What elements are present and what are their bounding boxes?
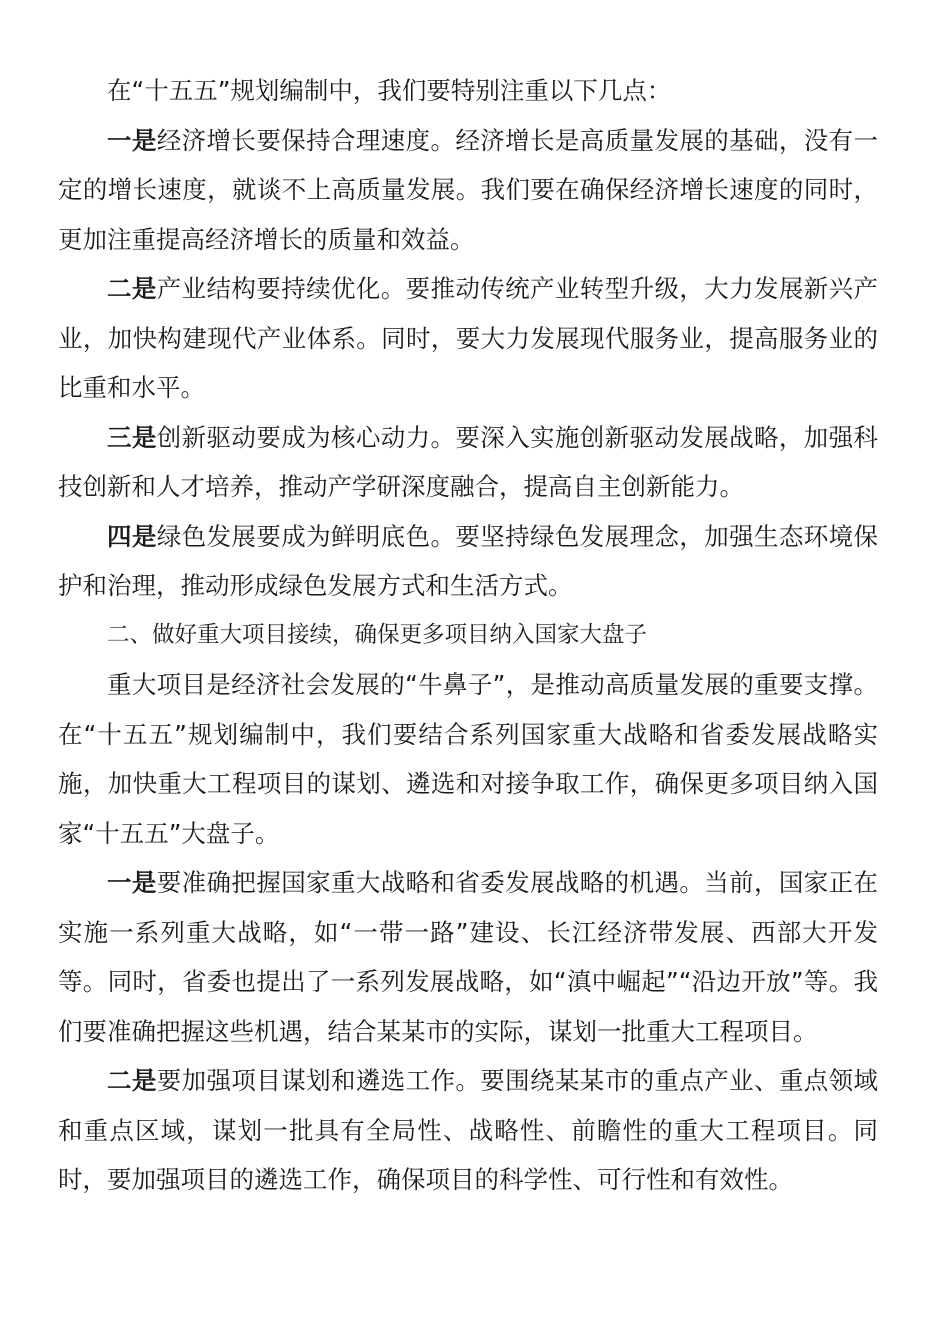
- point-2-paragraph: [58, 264, 878, 413]
- project-point-1-text: 要准确把握国家重大战略和省委发展战略的机遇。当前，国家正在实施一系列重大战略，如“一带一路”建设、长江经济带发展、西部大开发等。同时，省委也提出了一系列发展战略，如“滇中崛起”“沿边开放”等。我们要准确把握这些机遇，结合某某市的实际，谋划一批重大工程项目。: [58, 868, 879, 1046]
- project-point-2-text: 要加强项目谋划和遴选工作。要围绕某某市的重点产业、重点领域和重点区域，谋划一批具有全局性、战略性、前瞻性的重大工程项目。同时，要加强项目的遴选工作，确保项目的科学性、可行性和有效性。: [58, 1066, 879, 1194]
- project-point-2-lead: 二是: [107, 1066, 157, 1095]
- point-4-paragraph: [58, 512, 878, 611]
- section-2-intro-paragraph: 重大项目是经济社会发展的“牛鼻子”，是推动高质量发展的重要支撑。在“十五五”规划编制中，我们要结合系列国家重大战略和省委发展战略实施，加快重大工程项目的谋划、遴选和对接争取工作，确保更多项目纳入国家“十五五”大盘子。: [58, 670, 878, 848]
- point-3-lead: 三是: [107, 422, 157, 452]
- point-1-lead: 一是: [107, 125, 157, 155]
- section-2-heading: 二、做好重大项目接续，确保更多项目纳入国家大盘子: [107, 621, 648, 648]
- project-point-2-paragraph: [58, 1056, 878, 1205]
- point-2-text: 产业结构要持续优化。要推动传统产业转型升级，大力发展新兴产业，加快构建现代产业体系。同时，要大力发展现代服务业，提高服务业的比重和水平。: [58, 274, 879, 402]
- intro-paragraph: 在“十五五”规划编制中，我们要特别注重以下几点：: [107, 76, 672, 105]
- point-4-text: 绿色发展要成为鲜明底色。要坚持绿色发展理念，加强生态环境保护和治理，推动形成绿色发展方式和生活方式。: [58, 521, 879, 600]
- project-point-1-paragraph: [58, 858, 878, 1056]
- point-4-lead: 四是: [107, 521, 157, 551]
- point-1-paragraph: [58, 116, 878, 265]
- document-page: [58, 66, 878, 1205]
- point-2-lead: 二是: [107, 274, 157, 303]
- point-3-paragraph: [58, 413, 878, 512]
- project-point-1-lead: 一是: [107, 868, 157, 897]
- point-1-text: 经济增长要保持合理速度。经济增长是高质量发展的基础，没有一定的增长速度，就谈不上高质量发展。我们要在确保经济增长速度的同时，更加注重提高经济增长的质量和效益。: [58, 125, 879, 254]
- point-3-text: 创新驱动要成为核心动力。要深入实施创新驱动发展战略，加强科技创新和人才培养，推动产学研深度融合，提高自主创新能力。: [58, 422, 879, 501]
